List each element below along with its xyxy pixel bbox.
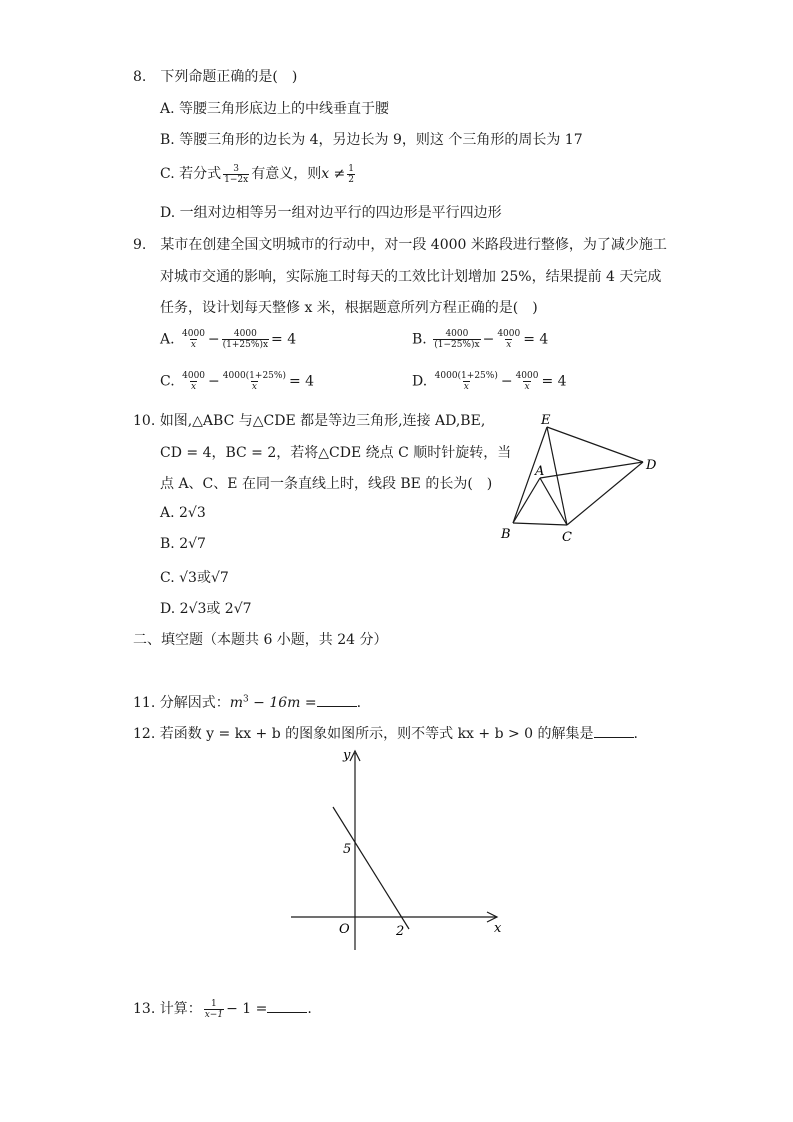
fraction xyxy=(496,329,521,350)
q10-line1: 10. 如图,△ABC 与△CDE 都是等边三角形,连接 AD,BE, xyxy=(133,413,486,429)
fraction xyxy=(204,999,224,1020)
frac-num: 4000 xyxy=(182,329,205,339)
frac-den: x xyxy=(190,340,196,350)
q9-line1: 9. 某市在创建全国文明城市的行动中，对一段 4000 米路段进行整修，为了减少施工 xyxy=(133,237,667,253)
frac-den: x xyxy=(251,382,257,392)
frac-den: x xyxy=(191,382,197,392)
label-d: D xyxy=(646,458,657,473)
q12-text: 12. 若函数 y = kx + b 的图象如图所示，则不等式 kx + b > 0 的解集是 xyxy=(133,726,594,742)
frac-num: 4000(1+25%) xyxy=(434,371,498,381)
q10-option-a: A. 2√3 xyxy=(160,505,206,521)
frac-num: 1 xyxy=(348,163,355,174)
minus-sign: − xyxy=(482,331,495,348)
frac-den: (1−25%)x xyxy=(434,340,480,350)
option-label: C. xyxy=(160,373,175,390)
q11-exponent: 3 xyxy=(243,694,249,705)
option-label: A. xyxy=(160,331,175,348)
answer-blank[interactable] xyxy=(317,694,357,707)
answer-blank[interactable] xyxy=(267,1000,307,1013)
label-a: A xyxy=(535,464,545,479)
function-line xyxy=(333,807,409,929)
frac-num: 3 xyxy=(233,163,240,174)
q8-c-fraction xyxy=(223,164,249,185)
y-intercept-label: 5 xyxy=(343,842,352,857)
origin-label: O xyxy=(339,922,350,937)
y-axis-label: y xyxy=(343,748,351,763)
q9-option-c xyxy=(160,371,314,392)
q11-var: m xyxy=(229,695,243,711)
q9-line3: 任务，设计划每天整修 x 米，根据题意所列方程正确的是( ) xyxy=(160,300,538,316)
frac-den: 1−2x xyxy=(224,174,249,185)
q12-linear-graph xyxy=(285,745,510,955)
option-label: B. xyxy=(412,331,427,348)
q8-option-c-mid: 有意义，则 xyxy=(251,166,322,182)
label-c: C xyxy=(562,530,572,545)
frac-num: 4000 xyxy=(497,329,521,339)
answer-blank[interactable] xyxy=(594,725,634,738)
x-axis-label: x xyxy=(494,921,502,936)
frac-den: x−1 xyxy=(204,1009,224,1020)
q8-option-c-var: x ≠ xyxy=(321,166,346,182)
q13 xyxy=(133,998,312,1020)
q13-expr: − 1 = xyxy=(226,1001,268,1017)
frac-num: 4000(1+25%) xyxy=(222,371,286,381)
q8-option-b: B. 等腰三角形的边长为 4，另边长为 9，则这 个三角形的周长为 17 xyxy=(160,132,583,148)
q10-option-c: C. √3或√7 xyxy=(160,570,229,586)
segment-bc xyxy=(513,523,567,525)
frac-num: 4000 xyxy=(182,371,206,381)
equation-rhs: = 4 xyxy=(288,373,315,390)
frac-den: (1+25%)x xyxy=(222,340,269,350)
q8-option-d: D. 一组对边相等另一组对边平行的四边形是平行四边形 xyxy=(160,205,502,221)
frac-den: x xyxy=(524,382,530,392)
q11-prefix: 11. 分解因式： xyxy=(133,695,230,711)
q10-triangle-figure xyxy=(495,405,670,545)
q9-option-d xyxy=(412,371,567,392)
minus-sign: − xyxy=(500,373,513,390)
q10-option-d: D. 2√3或 2√7 xyxy=(160,601,252,617)
x-intercept-label: 2 xyxy=(396,924,405,939)
minus-sign: − xyxy=(207,331,220,348)
frac-den: x xyxy=(463,382,469,392)
q8-option-c-prefix: C. 若分式 xyxy=(160,166,222,182)
segment-ed xyxy=(547,427,643,462)
q11-end: . xyxy=(356,695,362,711)
fraction xyxy=(222,371,287,392)
segment-ac xyxy=(540,478,567,525)
frac-num: 4000 xyxy=(233,329,257,339)
frac-num: 4000 xyxy=(445,329,469,339)
equation-rhs: = 4 xyxy=(541,373,567,390)
q8-option-c xyxy=(160,163,357,185)
label-e: E xyxy=(541,413,551,428)
q10-line3: 点 A、C、E 在同一条直线上时，线段 BE 的长为( ) xyxy=(160,476,493,492)
q12-end: . xyxy=(633,726,638,742)
frac-den: 2 xyxy=(348,174,355,185)
q8-stem: 8. 下列命题正确的是( ) xyxy=(133,69,298,85)
q11-expr: − 16m = xyxy=(248,695,317,711)
fraction xyxy=(515,371,540,392)
q8-option-a: A. 等腰三角形底边上的中线垂直于腰 xyxy=(160,101,390,117)
q10-option-b: B. 2√7 xyxy=(160,536,206,552)
equation-rhs: = 4 xyxy=(523,331,549,348)
frac-num: 4000 xyxy=(515,371,539,381)
option-label: D. xyxy=(412,373,428,390)
fraction xyxy=(222,329,269,350)
section-2-heading: 二、填空题（本题共 6 小题，共 24 分） xyxy=(133,632,388,648)
minus-sign: − xyxy=(208,373,220,390)
frac-num: 1 xyxy=(211,998,217,1009)
fraction xyxy=(181,371,206,392)
equation-rhs: = 4 xyxy=(271,331,297,348)
fraction xyxy=(181,329,206,350)
q13-end: . xyxy=(307,1001,312,1017)
label-b: B xyxy=(501,527,511,542)
q10-line2: CD = 4，BC = 2，若将△CDE 绕点 C 顺时针旋转，当 xyxy=(160,445,512,461)
q9-line2: 对城市交通的影响，实际施工时每天的工效比计划增加 25%，结果提前 4 天完成 xyxy=(160,269,662,285)
q8-c-half xyxy=(347,164,355,185)
q11 xyxy=(133,692,361,712)
fraction xyxy=(433,329,480,350)
q13-prefix: 13. 计算： xyxy=(133,1001,202,1017)
q12 xyxy=(133,723,638,743)
q9-option-b xyxy=(412,329,548,350)
fraction xyxy=(434,371,499,392)
q9-option-a xyxy=(160,329,296,350)
frac-den: x xyxy=(506,340,512,350)
